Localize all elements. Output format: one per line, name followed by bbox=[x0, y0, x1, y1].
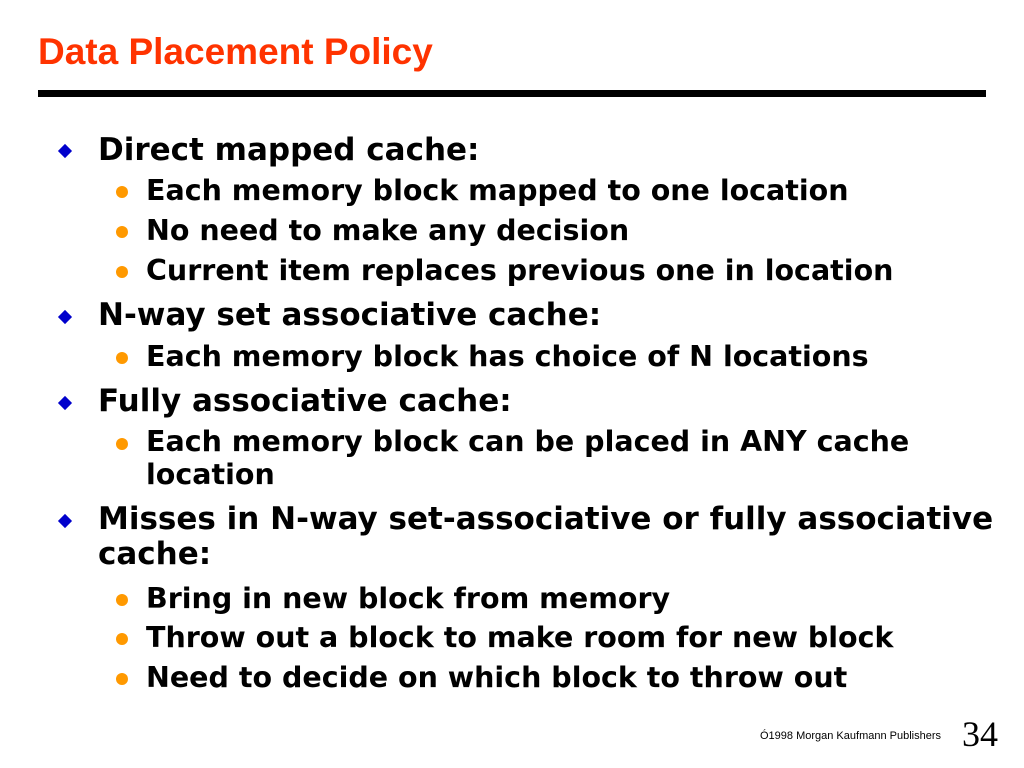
diamond-bullet-icon bbox=[58, 514, 72, 528]
dot-bullet-icon bbox=[116, 633, 128, 645]
sub-bullet: Each memory block has choice of N locations bbox=[146, 340, 869, 373]
dot-bullet-icon bbox=[116, 226, 128, 238]
copyright-footer: Ó1998 Morgan Kaufmann Publishers bbox=[760, 730, 941, 742]
diamond-bullet-icon bbox=[58, 144, 72, 158]
sub-bullet: Bring in new block from memory bbox=[146, 582, 671, 615]
dot-bullet-icon bbox=[116, 352, 128, 364]
diamond-bullet-icon bbox=[58, 310, 72, 324]
slide-title: Data Placement Policy bbox=[38, 31, 433, 72]
dot-bullet-icon bbox=[116, 673, 128, 685]
title-divider bbox=[38, 90, 986, 97]
bullet-misses: Misses in N-way set-associative or fully associative bbox=[98, 501, 994, 537]
page-number: 34 bbox=[962, 714, 998, 754]
bullet-direct-mapped: Direct mapped cache: bbox=[98, 132, 480, 168]
dot-bullet-icon bbox=[116, 438, 128, 450]
bullet-n-way: N-way set associative cache: bbox=[98, 297, 602, 333]
sub-bullet: Current item replaces previous one in location bbox=[146, 254, 894, 287]
bullet-fully-associative: Fully associative cache: bbox=[98, 383, 512, 419]
diamond-bullet-icon bbox=[58, 396, 72, 410]
sub-bullet: No need to make any decision bbox=[146, 214, 630, 247]
sub-bullet: Each memory block can be placed in ANY cache bbox=[146, 425, 910, 458]
dot-bullet-icon bbox=[116, 594, 128, 606]
sub-bullet: Each memory block mapped to one location bbox=[146, 174, 849, 207]
dot-bullet-icon bbox=[116, 186, 128, 198]
bullet-misses-continuation: cache: bbox=[98, 536, 212, 572]
dot-bullet-icon bbox=[116, 266, 128, 278]
sub-bullet-continuation: location bbox=[146, 458, 275, 491]
sub-bullet: Throw out a block to make room for new block bbox=[146, 621, 894, 654]
sub-bullet: Need to decide on which block to throw out bbox=[146, 661, 848, 694]
